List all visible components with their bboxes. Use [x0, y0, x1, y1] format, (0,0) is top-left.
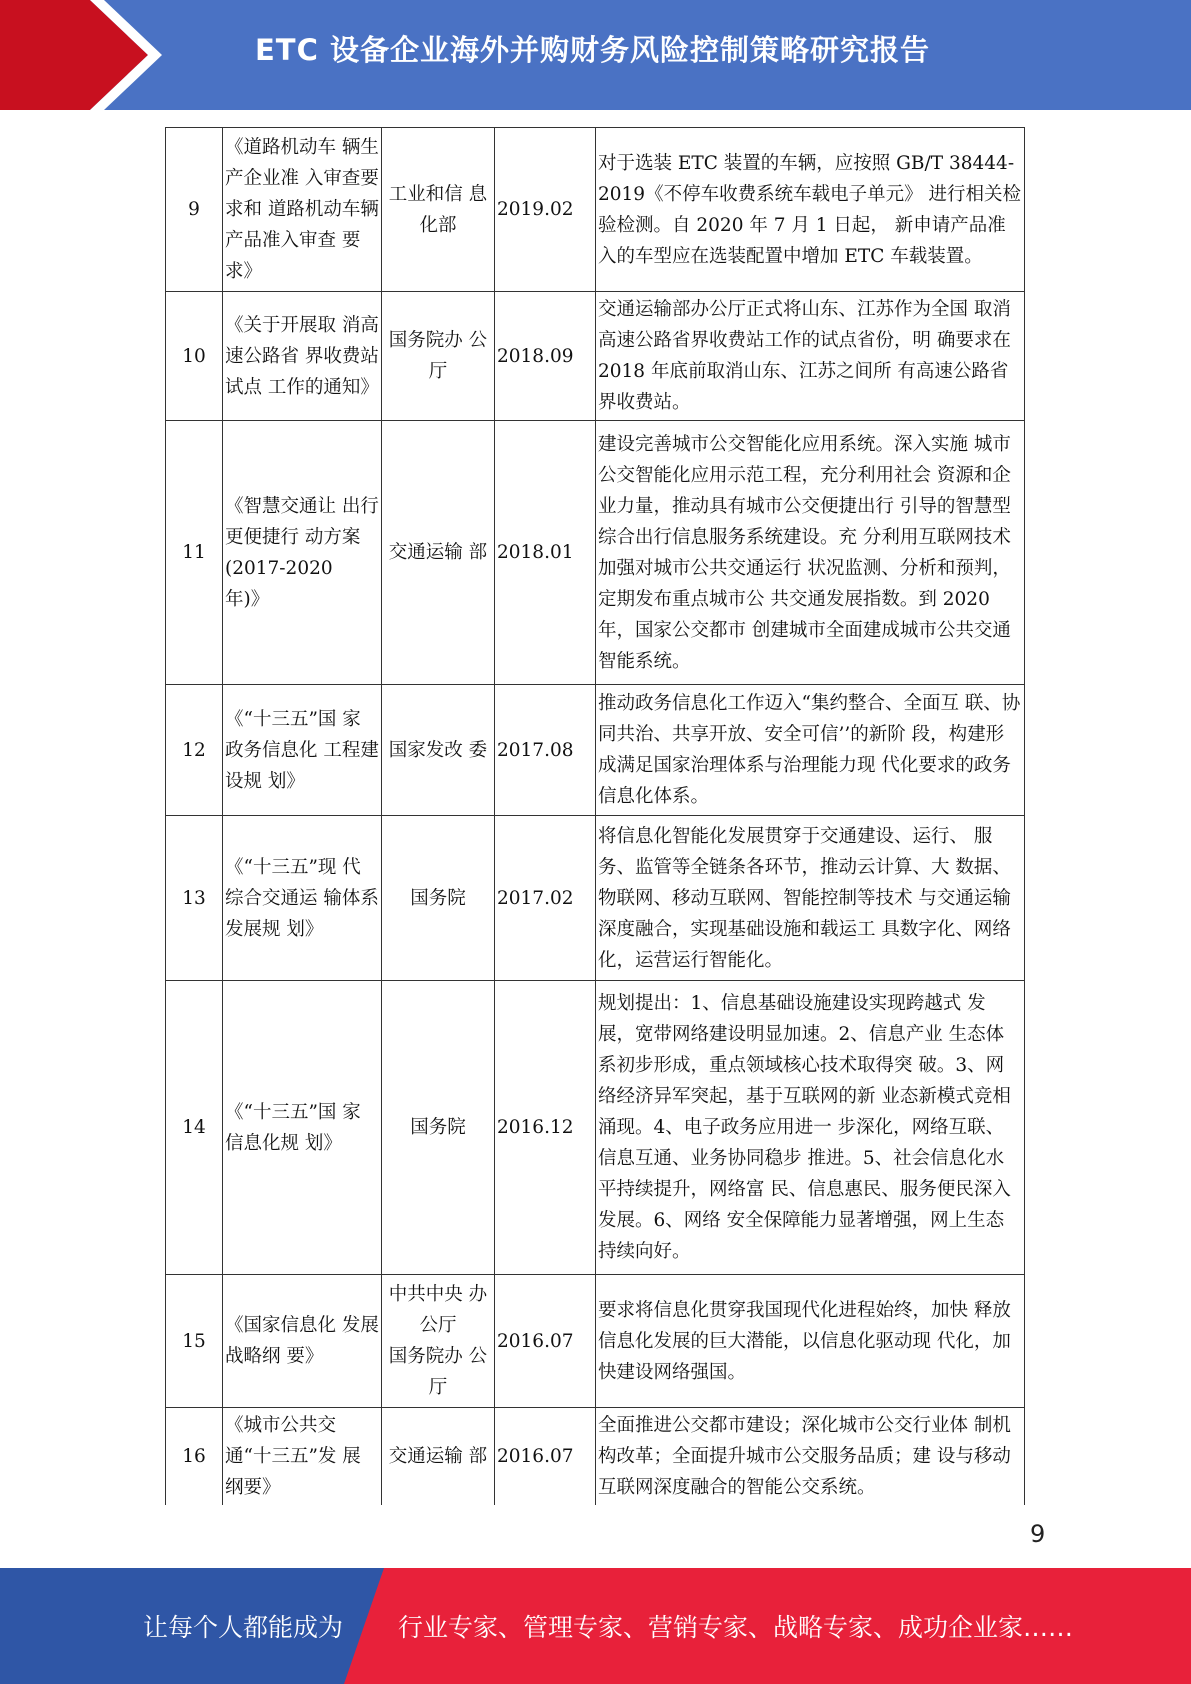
policy-table: [165, 127, 1025, 1505]
table-row: [166, 292, 1025, 421]
issuing-org: 国务院: [382, 981, 495, 1275]
policy-name: 《“十三五”国 家政务信息化 工程建设规 划》: [223, 685, 382, 816]
policy-name: [223, 421, 382, 685]
policy-content: 交通运输部办公厅正式将山东、江苏作为全国 取消高速公路省界收费站工作的试点省份，明 确要求在 2018 年底前取消山东、江苏之间所 有高速公路省界收费站。: [596, 292, 1025, 421]
issue-date: 2017.02: [495, 816, 596, 981]
table-row: [166, 128, 1025, 292]
row-number: 10: [166, 292, 223, 421]
row-number: 15: [166, 1275, 223, 1408]
table-row: [166, 816, 1025, 981]
issuing-org: 国务院: [382, 816, 495, 981]
policy-name-line: 《智慧交通让 出行更便捷行 动方案: [225, 495, 379, 548]
issuing-org-line: 国务院办 公厅: [388, 1346, 488, 1398]
footer-slogan-right: 行业专家、管理专家、营销专家、战略专家、成功企业家……: [398, 1613, 1074, 1642]
table-row: [166, 1275, 1025, 1408]
row-number: 16: [166, 1408, 223, 1506]
row-number: 9: [166, 128, 223, 292]
policy-content: 规划提出：1、信息基础设施建设实现跨越式 发展，宽带网络建设明显加速。2、信息产业 生态体系初步形成，重点领域核心技术取得突 破。3、网络经济异军突起，基于互联网的新 业态新模式竞相涌现。4、电子政务应用进一 步深化，网络互联、信息互通、业务协同稳步 推进。5、社会信息化水平持续提升，网络富 民、信息惠民、服务便民深入发展。6、网络 安全保障能力显著增强，网上生态持续向好。: [596, 981, 1025, 1275]
row-number: 11: [166, 421, 223, 685]
issuing-org: 交通运输 部: [382, 1408, 495, 1506]
policy-content: 要求将信息化贯穿我国现代化进程始终，加快 释放信息化发展的巨大潜能，以信息化驱动现 代化，加快建设网络强国。: [596, 1275, 1025, 1408]
issuing-org: 工业和信 息化部: [382, 128, 495, 292]
policy-name-line: 年)》: [225, 588, 270, 610]
policy-content: 将信息化智能化发展贯穿于交通建设、运行、 服务、监管等全链条各环节，推动云计算、大 数据、物联网、移动互联网、智能控制等技术 与交通运输深度融合，实现基础设施和载运工 具数字化、网络化，运营运行智能化。: [596, 816, 1025, 981]
policy-content: 对于选装 ETC 装置的车辆，应按照 GB/T 38444-2019《不停车收费系统车载电子单元》 进行相关检验检测。自 2020 年 7 月 1 日起， 新申请产品准入的车型应在选装配置中增加 ETC 车载装置。: [596, 128, 1025, 292]
issuing-org: 国务院办 公厅: [382, 292, 495, 421]
issue-date: 2016.07: [495, 1408, 596, 1506]
page-header: [0, 0, 1191, 110]
row-number: 12: [166, 685, 223, 816]
issue-date: 2017.08: [495, 685, 596, 816]
issue-date: 2018.09: [495, 292, 596, 421]
table-row: [166, 685, 1025, 816]
issue-date: 2016.07: [495, 1275, 596, 1408]
issuing-org: [382, 1275, 495, 1408]
policy-name-line: (2017-2020: [225, 557, 333, 579]
policy-name: 《“十三五”国 家信息化规 划》: [223, 981, 382, 1275]
report-title: ETC 设备企业海外并购财务风险控制策略研究报告: [255, 33, 930, 67]
policy-content: 推动政务信息化工作迈入“集约整合、全面互 联、协同共治、共享开放、安全可信’’的新阶 段，构建形成满足国家治理体系与治理能力现 代化要求的政务信息化体系。: [596, 685, 1025, 816]
issue-date: 2016.12: [495, 981, 596, 1275]
footer-slogan-left: 让每个人都能成为: [143, 1613, 344, 1642]
page-number: 9: [1030, 1520, 1046, 1548]
policy-content: 建设完善城市公交智能化应用系统。深入实施 城市公交智能化应用示范工程，充分利用社会 资源和企业力量，推动具有城市公交便捷出行 引导的智慧型综合出行信息服务系统建设。充 分利用互联网技术加强对城市公共交通运行 状况监测、分析和预判，定期发布重点城市公 共交通发展指数。到 2020 年，国家公交都市 创建城市全面建成城市公共交通智能系统。: [596, 421, 1025, 685]
policy-content: 全面推进公交都市建设；深化城市公交行业体 制机构改革；全面提升城市公交服务品质；建 设与移动互联网深度融合的智能公交系统。: [596, 1408, 1025, 1506]
header-red-chevron: [0, 0, 148, 110]
table-row: [166, 981, 1025, 1275]
issuing-org: 交通运输 部: [382, 421, 495, 685]
issuing-org-line: 中共中央 办公厅: [388, 1284, 488, 1336]
table-row: [166, 1408, 1025, 1506]
issue-date: 2019.02: [495, 128, 596, 292]
policy-name: 《道路机动车 辆生产企业准 入审查要求和 道路机动车辆 产品准入审查 要求》: [223, 128, 382, 292]
row-number: 13: [166, 816, 223, 981]
policy-name: 《关于开展取 消高速公路省 界收费站试点 工作的通知》: [223, 292, 382, 421]
policy-name: 《城市公共交 通“十三五”发 展纲要》: [223, 1408, 382, 1506]
row-number: 14: [166, 981, 223, 1275]
issue-date: 2018.01: [495, 421, 596, 685]
page-footer: [0, 1568, 1191, 1684]
table-row: [166, 421, 1025, 685]
policy-name: 《“十三五”现 代综合交通运 输体系发展规 划》: [223, 816, 382, 981]
issuing-org: 国家发改 委: [382, 685, 495, 816]
policy-name: 《国家信息化 发展战略纲 要》: [223, 1275, 382, 1408]
